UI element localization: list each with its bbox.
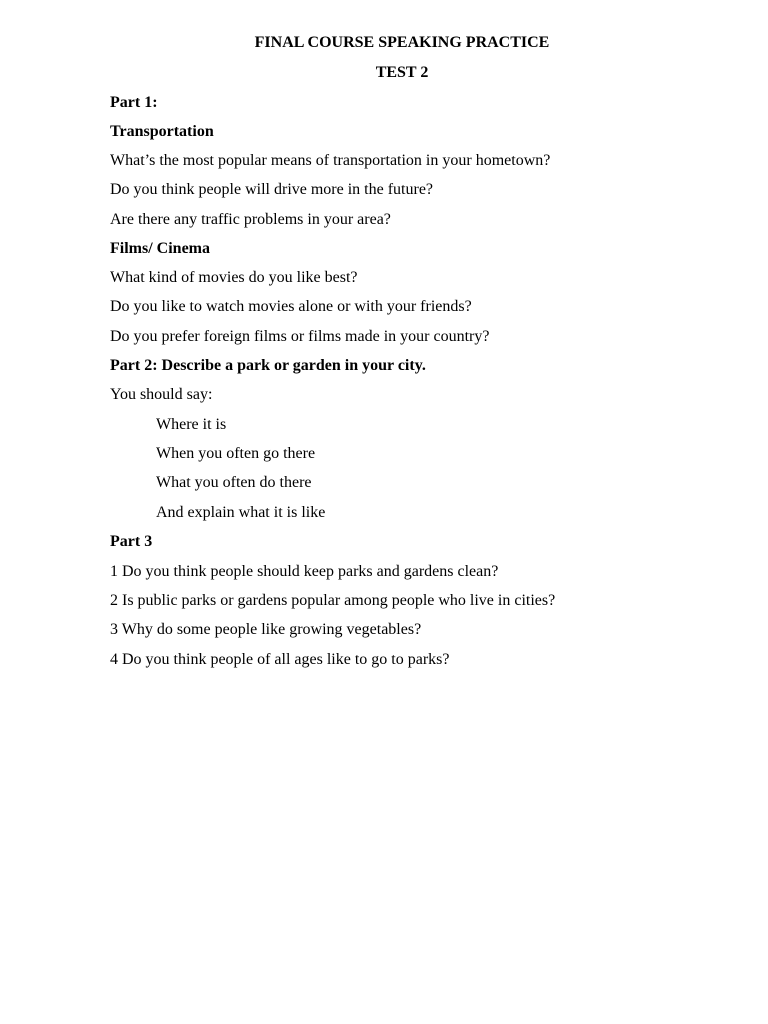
part2-prompt: You should say: [110, 386, 213, 403]
part3-question: 3 Why do some people like growing vegetables? [110, 621, 422, 638]
transportation-heading: Transportation [110, 123, 214, 140]
transportation-question: What’s the most popular means of transportation in your hometown? [110, 152, 551, 169]
part3-heading: Part 3 [110, 533, 153, 550]
films-heading: Films/ Cinema [110, 240, 210, 257]
films-question: What kind of movies do you like best? [110, 269, 358, 286]
part1-heading: Part 1: [110, 94, 158, 111]
part3-question: 1 Do you think people should keep parks and gardens clean? [110, 563, 499, 580]
films-question: Do you like to watch movies alone or with your friends? [110, 298, 472, 315]
document-title: FINAL COURSE SPEAKING PRACTICE [254, 34, 550, 51]
part3-question: 2 Is public parks or gardens popular among people who live in cities? [110, 592, 556, 609]
document-subtitle: TEST 2 [375, 64, 429, 81]
part2-point: When you often go there [156, 445, 316, 462]
part2-point: Where it is [156, 416, 227, 433]
part2-heading: Part 2: Describe a park or garden in your city. [110, 357, 426, 374]
transportation-question: Are there any traffic problems in your area? [110, 211, 391, 228]
transportation-question: Do you think people will drive more in the future? [110, 181, 434, 198]
part2-point: What you often do there [156, 474, 312, 491]
films-question: Do you prefer foreign films or films made in your country? [110, 328, 490, 345]
part3-question: 4 Do you think people of all ages like to go to parks? [110, 651, 450, 668]
part2-point: And explain what it is like [156, 504, 326, 521]
